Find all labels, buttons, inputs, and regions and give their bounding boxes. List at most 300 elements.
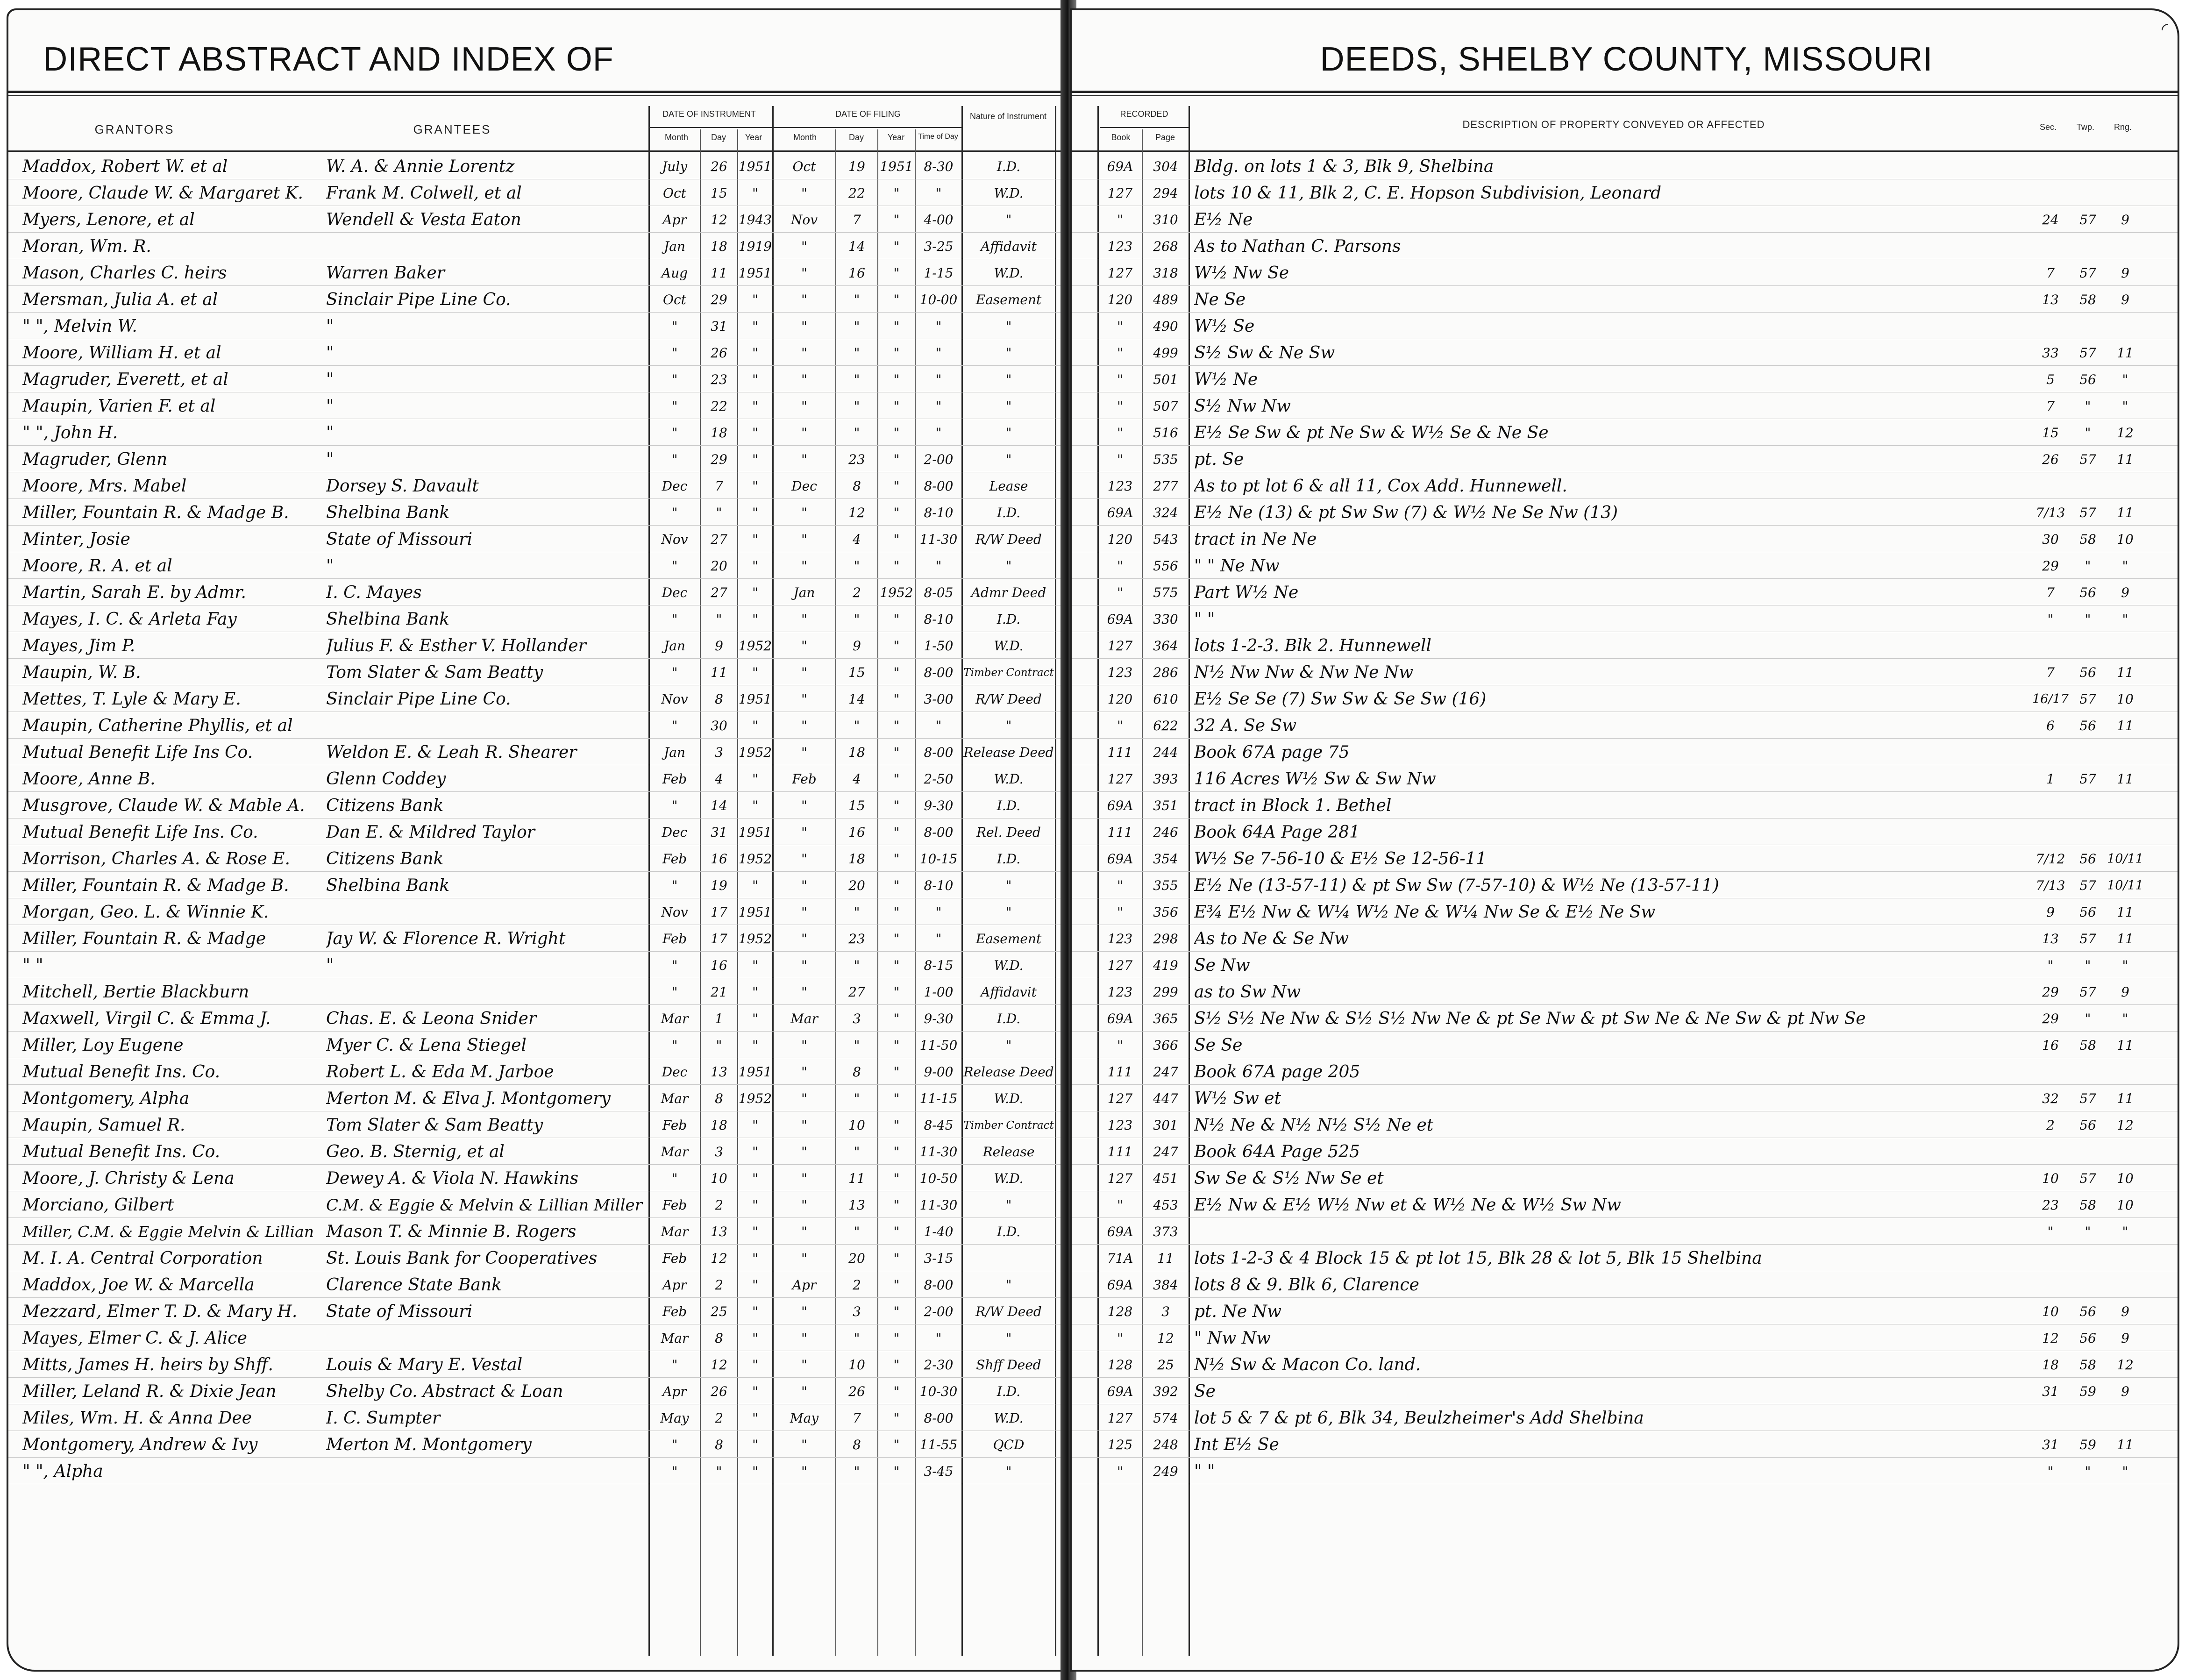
cell-page: 489: [1153, 292, 1178, 307]
cell-grantee: Citizens Bank: [326, 796, 444, 815]
cell-page: 453: [1153, 1197, 1178, 1213]
header-nature-of-instrument: Nature of Instrument: [969, 112, 1047, 121]
cell-file-year: ": [893, 1064, 900, 1080]
header-description: DESCRIPTION OF PROPERTY CONVEYED OR AFFECTED: [1462, 119, 1765, 130]
cell-inst-year: ": [752, 399, 758, 414]
cell-inst-day: 30: [711, 718, 727, 733]
cell-file-day: 23: [848, 931, 865, 947]
cell-inst-day: 10: [711, 1171, 727, 1186]
cell-file-year: ": [893, 718, 900, 733]
cell-file-month: ": [801, 319, 807, 334]
cell-nature: R/W Deed: [975, 691, 1042, 707]
cell-file-year: 1952: [880, 585, 913, 600]
cell-inst-year: ": [752, 1277, 758, 1293]
cell-inst-day: 7: [715, 478, 723, 494]
cell-inst-day: 16: [711, 958, 727, 973]
cell-nature: ": [1005, 425, 1012, 441]
cell-grantor: M. I. A. Central Corporation: [22, 1249, 263, 1268]
cell-page: 393: [1153, 771, 1178, 787]
cell-description: S½ S½ Ne Nw & S½ S½ Nw Ne & pt Se Nw & pt Sw Ne & Ne Sw & pt Nw Se: [1194, 1009, 1866, 1028]
cell-twp: [2069, 1060, 2107, 1084]
cell-inst-month: ": [671, 612, 678, 627]
cell-sec: 7/12: [2036, 851, 2065, 867]
cell-nature: Easement: [975, 292, 1042, 307]
table-row: [1072, 259, 2178, 286]
cell-twp: ": [2085, 1011, 2091, 1026]
cell-sec: 6: [2046, 718, 2055, 733]
cell-inst-month: ": [671, 1357, 678, 1373]
cell-book: 69A: [1107, 1277, 1133, 1293]
cell-inst-month: ": [671, 425, 678, 441]
cell-rng: 10: [2117, 532, 2134, 547]
cell-inst-year: 1952: [738, 745, 772, 760]
cell-time: 9-30: [924, 798, 954, 813]
cell-rng: 9: [2121, 585, 2129, 600]
cell-time: 3-45: [924, 1464, 954, 1479]
cell-nature: ": [1005, 1197, 1012, 1213]
cell-sec: 10: [2042, 1304, 2059, 1319]
cell-sec: 31: [2042, 1384, 2059, 1399]
cell-file-day: ": [854, 1144, 860, 1160]
cell-sec: 24: [2042, 212, 2059, 228]
cell-twp: 56: [2079, 1331, 2096, 1346]
cell-inst-month: Mar: [661, 1011, 689, 1026]
cell-page: 622: [1153, 718, 1178, 733]
cell-book: 127: [1107, 265, 1133, 281]
cell-time: 11-15: [919, 1091, 958, 1106]
cell-file-day: 16: [848, 265, 865, 281]
cell-grantee: Robert L. & Eda M. Jarboe: [326, 1062, 554, 1082]
cell-sec: ": [2047, 1464, 2054, 1479]
cell-rng: [2107, 1406, 2144, 1431]
cell-grantee: Geo. B. Sternig, et al: [326, 1142, 505, 1161]
cell-file-day: 13: [848, 1197, 865, 1213]
cell-description: lots 1-2-3 & 4 Block 15 & pt lot 15, Blk 28 & lot 5, Blk 15 Shelbina: [1194, 1249, 1762, 1268]
cell-book: 111: [1107, 1064, 1133, 1080]
cell-time: 8-45: [924, 1118, 954, 1133]
cell-nature: ": [1005, 878, 1012, 893]
cell-sec: 29: [2042, 558, 2059, 574]
cell-grantee: I. C. Mayes: [326, 583, 422, 602]
cell-inst-day: 11: [711, 665, 727, 680]
cell-inst-year: ": [752, 1224, 758, 1239]
cell-book: 71A: [1107, 1251, 1133, 1266]
table-row: [8, 1005, 1065, 1032]
cell-time: 8-00: [924, 745, 954, 760]
cell-description: E½ Se Se (7) Sw Sw & Se Sw (16): [1194, 690, 1487, 709]
cell-inst-day: ": [716, 1038, 722, 1053]
cell-file-month: ": [801, 1357, 807, 1373]
cell-inst-year: ": [752, 345, 758, 361]
header-inst-day: Day: [711, 133, 726, 142]
cell-description: [1194, 1220, 2030, 1244]
cell-inst-month: ": [671, 958, 678, 973]
cell-description: W½ Sw et: [1194, 1089, 1281, 1108]
cell-inst-day: 27: [711, 532, 727, 547]
cell-page: 535: [1153, 452, 1178, 467]
cell-file-day: 20: [848, 1251, 865, 1266]
cell-rng: 11: [2117, 718, 2134, 733]
cell-grantor: Musgrove, Claude W. & Mable A.: [22, 796, 305, 815]
cell-page: 25: [1157, 1357, 1174, 1373]
cell-nature: ": [1005, 1331, 1012, 1346]
cell-grantor: Moran, Wm. R.: [22, 237, 151, 256]
cell-inst-day: 23: [711, 372, 727, 387]
cell-rng: [2107, 314, 2144, 339]
cell-description: " " Ne Nw: [1194, 556, 1280, 576]
cell-file-month: ": [801, 825, 807, 840]
table-row: [1072, 153, 2178, 179]
cell-rng: ": [2122, 612, 2128, 627]
table-row: [8, 685, 1065, 712]
cell-sec: 23: [2042, 1197, 2059, 1213]
cell-file-year: ": [893, 745, 900, 760]
cell-file-day: 2: [853, 1277, 861, 1293]
cell-file-day: 8: [853, 1064, 861, 1080]
cell-inst-day: 8: [715, 1331, 723, 1346]
cell-page: 556: [1153, 558, 1178, 574]
cell-time: 1-40: [924, 1224, 954, 1239]
cell-inst-month: ": [671, 798, 678, 813]
cell-sec: ": [2047, 958, 2054, 973]
table-row: [8, 1298, 1065, 1324]
cell-sec: [2032, 634, 2069, 658]
cell-file-year: ": [893, 1251, 900, 1266]
header-inst-month: Month: [664, 133, 689, 142]
cell-book: 127: [1107, 1171, 1133, 1186]
cell-nature: QCD: [993, 1437, 1025, 1452]
cell-file-month: ": [801, 345, 807, 361]
cell-grantor: Myers, Lenore, et al: [22, 210, 195, 229]
cell-time: 8-00: [924, 1410, 954, 1426]
table-row: [8, 579, 1065, 605]
cell-description: As to pt lot 6 & all 11, Cox Add. Hunnewell.: [1194, 477, 1567, 496]
cell-description: lot 5 & 7 & pt 6, Blk 34, Beulzheimer's Add Shelbina: [1194, 1409, 1644, 1428]
cell-nature: Admr Deed: [971, 585, 1046, 600]
cell-inst-year: ": [752, 798, 758, 813]
cell-grantee: State of Missouri: [326, 530, 473, 549]
cell-page: 451: [1153, 1171, 1178, 1186]
cell-sec: 18: [2042, 1357, 2059, 1373]
cell-book: 120: [1107, 691, 1133, 707]
cell-file-year: ": [893, 904, 900, 920]
cell-sec: [2032, 1273, 2069, 1297]
cell-page: 304: [1153, 159, 1178, 174]
cell-grantee: Jay W. & Florence R. Wright: [326, 929, 566, 948]
cell-book: 111: [1107, 825, 1133, 840]
cell-nature: R/W Deed: [975, 532, 1042, 547]
cell-grantor: Mitts, James H. heirs by Shff.: [22, 1355, 273, 1374]
cell-nature: W.D.: [994, 958, 1024, 973]
header-recorded: RECORDED: [1120, 109, 1168, 119]
cell-sec: [2032, 1246, 2069, 1271]
cell-file-year: ": [893, 1224, 900, 1239]
cell-inst-month: Apr: [662, 1384, 687, 1399]
cell-twp: 57: [2079, 878, 2096, 893]
cell-inst-day: 12: [711, 1357, 727, 1373]
table-row: [8, 1085, 1065, 1111]
cell-file-year: 1951: [880, 159, 913, 174]
cell-file-month: ": [801, 1038, 807, 1053]
cell-nature: ": [1005, 718, 1012, 733]
cell-file-month: ": [801, 185, 807, 201]
table-row: [8, 1218, 1065, 1245]
cell-nature: W.D.: [994, 185, 1024, 201]
cell-inst-month: Mar: [661, 1144, 689, 1160]
table-row: [8, 1324, 1065, 1351]
cell-grantor: Miller, Fountain R. & Madge: [22, 929, 266, 948]
cell-page: 373: [1153, 1224, 1178, 1239]
header-rule: [1100, 127, 1189, 128]
cell-sec: 33: [2042, 345, 2059, 361]
cell-twp: 58: [2079, 292, 2096, 307]
cell-inst-year: ": [752, 1331, 758, 1346]
cell-grantor: Moore, Anne B.: [22, 769, 156, 789]
cell-rng: 12: [2117, 1118, 2134, 1133]
cell-inst-year: ": [752, 532, 758, 547]
header-time-of-day: Time of Day: [918, 133, 958, 141]
cell-inst-day: 12: [711, 1251, 727, 1266]
cell-file-day: 4: [853, 771, 861, 787]
table-row: [8, 659, 1065, 685]
cell-rng: [2107, 1140, 2144, 1164]
cell-grantee: Merton M. & Elva J. Montgomery: [326, 1089, 611, 1108]
cell-twp: [2069, 474, 2107, 498]
cell-file-year: ": [893, 1384, 900, 1399]
cell-description: 116 Acres W½ Sw & Sw Nw: [1194, 769, 1436, 789]
cell-description: S½ Sw & Ne Sw: [1194, 343, 1335, 363]
cell-rng: [2107, 235, 2144, 259]
cell-grantor: Moore, Mrs. Mabel: [22, 477, 187, 496]
cell-nature: I.D.: [996, 1011, 1021, 1026]
table-row: [8, 233, 1065, 259]
cell-time: 2-00: [924, 452, 954, 467]
cell-inst-day: 18: [711, 239, 727, 254]
cell-inst-year: ": [752, 1038, 758, 1053]
table-row: [1072, 978, 2178, 1005]
cell-file-year: ": [893, 558, 900, 574]
cell-file-year: ": [893, 239, 900, 254]
header-rule: [1072, 150, 2178, 152]
title-rule: [1072, 91, 2178, 93]
cell-rng: 11: [2117, 1091, 2134, 1106]
cell-page: 247: [1153, 1144, 1178, 1160]
cell-inst-day: 17: [711, 904, 727, 920]
cell-time: ": [935, 425, 942, 441]
cell-page: 574: [1153, 1410, 1178, 1426]
cell-sec: 29: [2042, 984, 2059, 1000]
cell-sec: 30: [2042, 532, 2059, 547]
cell-sec: 29: [2042, 1011, 2059, 1026]
cell-sec: [2032, 1140, 2069, 1164]
cell-inst-month: Feb: [662, 1197, 687, 1213]
cell-twp: 57: [2079, 1171, 2096, 1186]
table-row: [8, 313, 1065, 339]
cell-file-day: 18: [848, 851, 865, 867]
cell-file-year: ": [893, 1277, 900, 1293]
cell-grantee: Dorsey S. Davault: [326, 477, 479, 496]
cell-page: 384: [1153, 1277, 1178, 1293]
cell-book: 120: [1107, 292, 1133, 307]
cell-grantee: Citizens Bank: [326, 849, 444, 868]
table-row: [1072, 925, 2178, 952]
cell-rng: 12: [2117, 1357, 2134, 1373]
cell-grantor: Mutual Benefit Ins. Co.: [22, 1142, 221, 1161]
cell-description: lots 8 & 9. Blk 6, Clarence: [1194, 1275, 1419, 1295]
cell-book: 123: [1107, 984, 1133, 1000]
cell-file-year: ": [893, 825, 900, 840]
cell-file-month: ": [801, 1331, 807, 1346]
cell-file-day: 3: [853, 1011, 861, 1026]
cell-file-year: ": [893, 1091, 900, 1106]
cell-inst-year: ": [752, 425, 758, 441]
header-book: Book: [1111, 133, 1131, 142]
cell-nature: Release Deed: [963, 745, 1054, 760]
cell-inst-year: 1952: [738, 638, 772, 654]
table-row: [1072, 1245, 2178, 1271]
cell-book: 127: [1107, 185, 1133, 201]
cell-rng: 11: [2117, 1437, 2134, 1452]
table-row: [1072, 1085, 2178, 1111]
cell-file-month: ": [801, 239, 807, 254]
header-sec: Sec.: [2039, 122, 2057, 132]
cell-sec: [2032, 474, 2069, 498]
cell-file-month: May: [790, 1410, 819, 1426]
cell-page: 301: [1153, 1118, 1178, 1133]
cell-rng: 10: [2117, 1197, 2134, 1213]
cell-inst-month: Apr: [662, 212, 687, 228]
cell-page: 516: [1153, 425, 1178, 441]
table-row: [1072, 366, 2178, 392]
cell-time: 11-50: [919, 1038, 958, 1053]
cell-file-year: ": [893, 612, 900, 627]
cell-sec: 15: [2042, 425, 2059, 441]
cell-inst-year: 1951: [738, 265, 772, 281]
cell-twp: [2069, 1246, 2107, 1271]
cell-rng: 11: [2117, 345, 2134, 361]
cell-sec: [2032, 740, 2069, 765]
cell-grantee: [326, 1459, 648, 1484]
cell-file-year: ": [893, 691, 900, 707]
cell-page: 354: [1153, 851, 1178, 867]
cell-nature: I.D.: [996, 851, 1021, 867]
cell-file-day: 7: [853, 212, 861, 228]
cell-description: Book 67A page 75: [1194, 743, 1350, 762]
cell-page: 298: [1153, 931, 1178, 947]
cell-inst-month: Feb: [662, 1251, 687, 1266]
cell-rng: 10: [2117, 691, 2134, 707]
cell-file-day: 8: [853, 478, 861, 494]
cell-inst-year: 1951: [738, 825, 772, 840]
cell-time: 1-50: [924, 638, 954, 654]
cell-inst-day: 31: [711, 825, 727, 840]
cell-grantee: Wendell & Vesta Eaton: [326, 210, 521, 229]
cell-file-year: ": [893, 319, 900, 334]
cell-inst-day: 3: [715, 745, 723, 760]
cell-file-month: ": [801, 665, 807, 680]
cell-rng: 10: [2117, 1171, 2134, 1186]
cell-inst-year: 1951: [738, 904, 772, 920]
table-row: [1072, 339, 2178, 366]
table-row: [1072, 579, 2178, 605]
title-rule: [1072, 95, 2178, 96]
cell-time: 1-15: [924, 265, 954, 281]
cell-grantor: Miller, Fountain R. & Madge B.: [22, 876, 289, 895]
cell-twp: 56: [2079, 718, 2096, 733]
cell-inst-month: ": [671, 1038, 678, 1053]
cell-sec: 13: [2042, 292, 2059, 307]
cell-book: ": [1117, 425, 1123, 441]
cell-inst-month: July: [662, 159, 688, 174]
cell-inst-month: Feb: [662, 931, 687, 947]
cell-rng: 9: [2121, 984, 2129, 1000]
cell-nature: ": [1005, 1277, 1012, 1293]
cell-inst-year: ": [752, 1357, 758, 1373]
table-row: [8, 712, 1065, 739]
table-row: [1072, 552, 2178, 579]
cell-rng: [2107, 1273, 2144, 1297]
cell-page: 355: [1153, 878, 1178, 893]
cell-inst-year: ": [752, 292, 758, 307]
cell-time: 8-10: [924, 612, 954, 627]
cell-grantor: Maupin, W. B.: [22, 663, 141, 682]
cell-page: 286: [1153, 665, 1178, 680]
cell-book: 69A: [1107, 1011, 1133, 1026]
table-row: [1072, 1458, 2178, 1484]
cell-file-month: Feb: [792, 771, 817, 787]
cell-inst-year: ": [752, 984, 758, 1000]
table-row: [8, 1138, 1065, 1165]
cell-inst-day: 22: [711, 399, 727, 414]
header-grantors: GRANTORS: [94, 122, 175, 136]
cell-inst-year: ": [752, 771, 758, 787]
cell-description: Se: [1194, 1382, 1216, 1401]
cell-inst-day: 8: [715, 1437, 723, 1452]
cell-inst-month: ": [671, 399, 678, 414]
cell-inst-year: ": [752, 185, 758, 201]
cell-file-month: ": [801, 532, 807, 547]
page-corner-curl-icon: ◜: [2162, 20, 2168, 39]
cell-time: 11-30: [919, 1197, 958, 1213]
cell-file-year: ": [893, 1038, 900, 1053]
cell-rng: 9: [2121, 265, 2129, 281]
cell-description: N½ Sw & Macon Co. land.: [1194, 1355, 1421, 1374]
cell-rng: [2107, 1246, 2144, 1271]
cell-book: 127: [1107, 1091, 1133, 1106]
cell-file-month: ": [801, 1144, 807, 1160]
cell-description: lots 1-2-3. Blk 2. Hunnewell: [1194, 636, 1431, 655]
cell-inst-day: 17: [711, 931, 727, 947]
cell-book: 69A: [1107, 505, 1133, 520]
cell-description: 32 A. Se Sw: [1194, 716, 1297, 735]
cell-grantee: [326, 1326, 648, 1351]
cell-inst-day: 20: [711, 558, 727, 574]
cell-file-day: ": [854, 372, 860, 387]
table-row: [8, 286, 1065, 313]
cell-sec: [2032, 794, 2069, 818]
cell-description: W½ Se: [1194, 317, 1255, 336]
table-row: [1072, 659, 2178, 685]
cell-file-year: ": [893, 452, 900, 467]
cell-inst-day: 2: [715, 1277, 723, 1293]
cell-page: 447: [1153, 1091, 1178, 1106]
cell-file-month: ": [801, 958, 807, 973]
table-row: [8, 952, 1065, 978]
cell-twp: [2069, 794, 2107, 818]
cell-inst-year: 1943: [738, 212, 772, 228]
cell-nature: R/W Deed: [975, 1304, 1042, 1319]
cell-file-month: ": [801, 745, 807, 760]
